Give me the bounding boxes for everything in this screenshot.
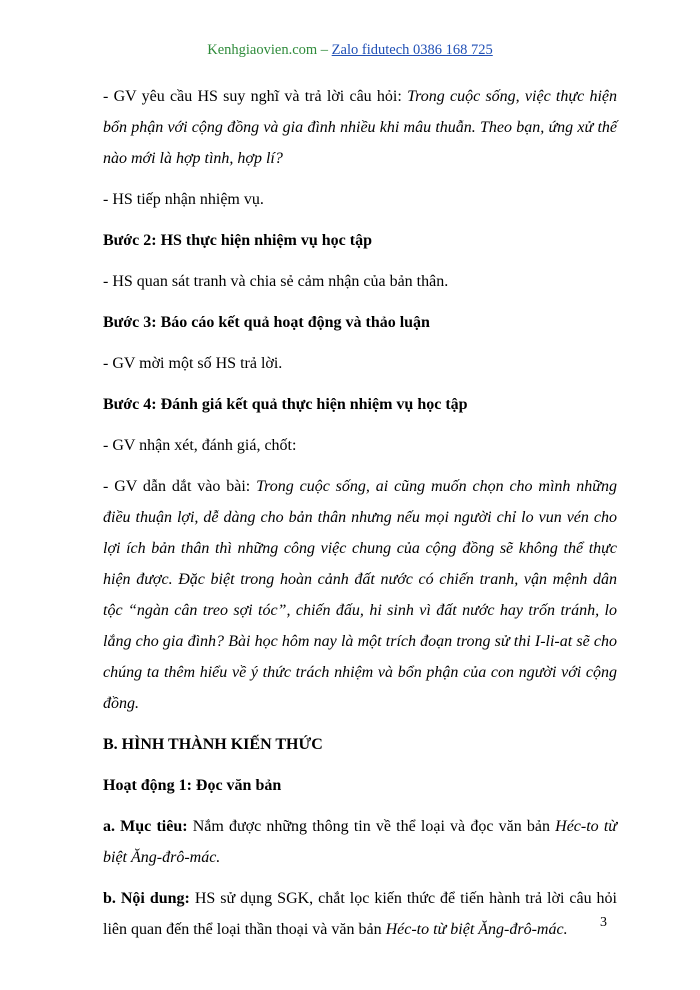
paragraph-evaluate: - GV nhận xét, đánh giá, chốt: (103, 437, 297, 454)
header-zalo-link[interactable]: Zalo fidutech 0386 168 725 (331, 42, 493, 58)
goal-label: a. Mục tiêu: (103, 818, 188, 835)
paragraph-lead-in-italic: Trong cuộc sống, ai cũng muốn chọn cho mình những điều thuận lợi, dễ dàng cho bản thân nhưng nếu mọi người chỉ lo vun vén cho lợi ích bản thân thì những công việc chung của cộng đồng sẽ không thể thực hiện được. Đặc biệt trong hoàn cảnh đất nước có chiến tranh, vận mệnh dân tộc “ngàn cân treo sợi tóc”, chiến đấu, hi sinh vì đất nước hay trốn tránh, lo lắng cho gia đình? Bài học hôm nay là một trích đoạn trong sử thi I-li-at sẽ cho chúng ta thêm hiểu về ý thức trách nhiệm và bổn phận của con người với cộng đồng. (103, 478, 618, 712)
paragraph-receive-task: - HS tiếp nhận nhiệm vụ. (103, 191, 264, 208)
goal-italic: Héc-to từ biệt Ăng-đrô-mác. (103, 818, 618, 866)
heading-step-2: Bước 2: HS thực hiện nhiệm vụ học tập (103, 232, 372, 249)
paragraph-question-prefix: - GV yêu cầu HS suy nghĩ và trả lời câu hỏi: (103, 88, 408, 105)
page-number: 3 (600, 915, 607, 930)
paragraph-lead-in (103, 471, 617, 719)
paragraph-lead-in-prefix: - GV dẫn dắt vào bài: (103, 478, 257, 495)
content-italic: Héc-to từ biệt Ăng-đrô-mác. (385, 921, 568, 938)
paragraph-question (103, 81, 617, 174)
content-text: HS sử dụng SGK, chắt lọc kiến thức để tiến hành trả lời câu hỏi liên quan đến thể loại thần thoại và văn bản (103, 890, 618, 938)
document-body (103, 81, 617, 955)
content-label: b. Nội dung: (103, 890, 190, 907)
header-separator: – (317, 42, 332, 58)
heading-section-b: B. HÌNH THÀNH KIẾN THỨC (103, 736, 323, 753)
paragraph-invite: - GV mời một số HS trả lời. (103, 355, 283, 372)
heading-step-3: Bước 3: Báo cáo kết quả hoạt động và thảo luận (103, 314, 430, 331)
paragraph-content (103, 883, 617, 945)
paragraph-question-italic: Trong cuộc sống, việc thực hiện bổn phận với cộng đồng và gia đình nhiều khi mâu thuẫn. Theo bạn, ứng xử thế nào mới là hợp tình, hợp lí? (103, 88, 618, 167)
paragraph-observe: - HS quan sát tranh và chia sẻ cảm nhận của bản thân. (103, 273, 449, 290)
header-site-link[interactable]: Kenhgiaovien.com (207, 42, 318, 58)
paragraph-goal (103, 811, 617, 873)
heading-step-4: Bước 4: Đánh giá kết quả thực hiện nhiệm vụ học tập (103, 396, 468, 413)
goal-text: Nắm được những thông tin về thể loại và đọc văn bản (187, 818, 556, 835)
heading-activity-1: Hoạt động 1: Đọc văn bản (103, 777, 282, 794)
page-header (0, 41, 700, 59)
